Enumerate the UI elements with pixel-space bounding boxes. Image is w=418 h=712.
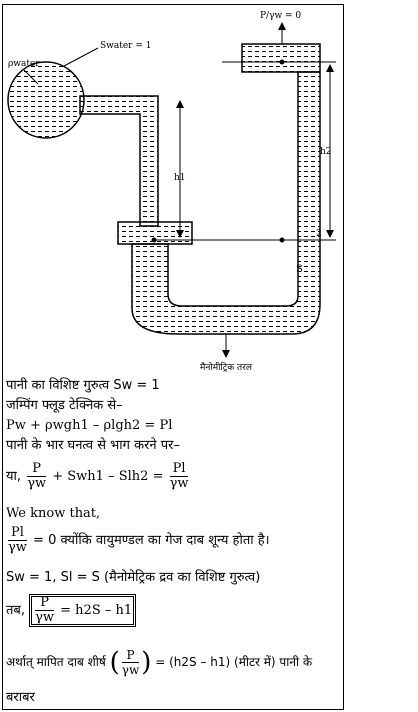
measured-head-text: अर्थात् मापित दाब शीर्ष	[6, 655, 106, 669]
line-pressure-equation: Pw + ρwgh1 – ρlgh2 = Pl	[6, 418, 173, 433]
label-rho-water: ρwater	[8, 59, 40, 69]
frac-num: P	[122, 648, 139, 663]
line-specific-values: Sw = 1, Sl = S (मैनोमेट्रिक द्रव का विशिष्ट गुरुत्व)	[6, 570, 261, 585]
label-s-water: Swater = 1	[100, 41, 152, 51]
gauge-zero-text: = 0 क्योंकि वायुमण्डल का गेज दाब शून्य होता है।	[33, 533, 270, 548]
frac-den: γw	[27, 476, 47, 491]
frac-num: Pl	[170, 462, 189, 477]
result-prefix: तब,	[6, 603, 25, 618]
line-specific-gravity: पानी का विशिष्ट गुरुत्व Sw = 1	[6, 378, 160, 393]
frac-den: γw	[35, 610, 55, 625]
frac-num: P	[27, 462, 46, 477]
label-2: 2	[316, 229, 322, 239]
fraction-pl-gamma	[170, 462, 189, 491]
label-S: S	[296, 264, 303, 275]
fraction-p-gamma	[27, 462, 46, 491]
fraction-p-gamma	[35, 596, 54, 625]
frac-num: P	[35, 596, 54, 611]
line-we-know: We know that,	[6, 506, 101, 521]
result-box	[29, 594, 136, 627]
label-h2: h2	[320, 147, 332, 157]
manometer-diagram	[2, 4, 344, 374]
result-rhs: = h2S – h1	[60, 603, 133, 618]
fraction-pl-gamma	[8, 526, 27, 555]
frac-den: γw	[169, 476, 189, 491]
label-h1: h1	[174, 173, 186, 183]
fraction-p-gamma	[122, 648, 139, 677]
line-equal: बराबर	[6, 690, 35, 705]
water-bulb	[8, 62, 84, 138]
frac-num: Pl	[8, 526, 27, 541]
water-pipe	[80, 96, 158, 226]
eq-mid: + Swh1 – Slh2 =	[52, 469, 164, 484]
top-reservoir	[242, 44, 320, 72]
line-equation-divided	[6, 462, 190, 491]
line-jumping-fluid: जम्पिंग फ्लूड टेक्निक से–	[6, 398, 123, 413]
eq-prefix: या,	[6, 469, 22, 484]
measured-head-rhs: = (h2S – h1) (मीटर में) पानी के	[155, 655, 313, 669]
line-gauge-zero	[6, 526, 270, 555]
label-manometric: मैनोमीट्रिक तरल	[200, 363, 252, 373]
frac-den: γw	[121, 663, 140, 677]
label-top: P/γw = 0	[260, 11, 302, 21]
line-divide-weight: पानी के भार घनत्व से भाग करने पर–	[6, 438, 180, 453]
line-result	[6, 594, 136, 627]
u-tube	[132, 72, 320, 334]
line-measured-head: अर्थात् मापित दाब शीर्ष ( $\frac{P}{\gamma w}$ ) = (h2S – h1) (मीटर में) पानी के	[6, 647, 313, 678]
frac-den: γw	[8, 540, 27, 555]
